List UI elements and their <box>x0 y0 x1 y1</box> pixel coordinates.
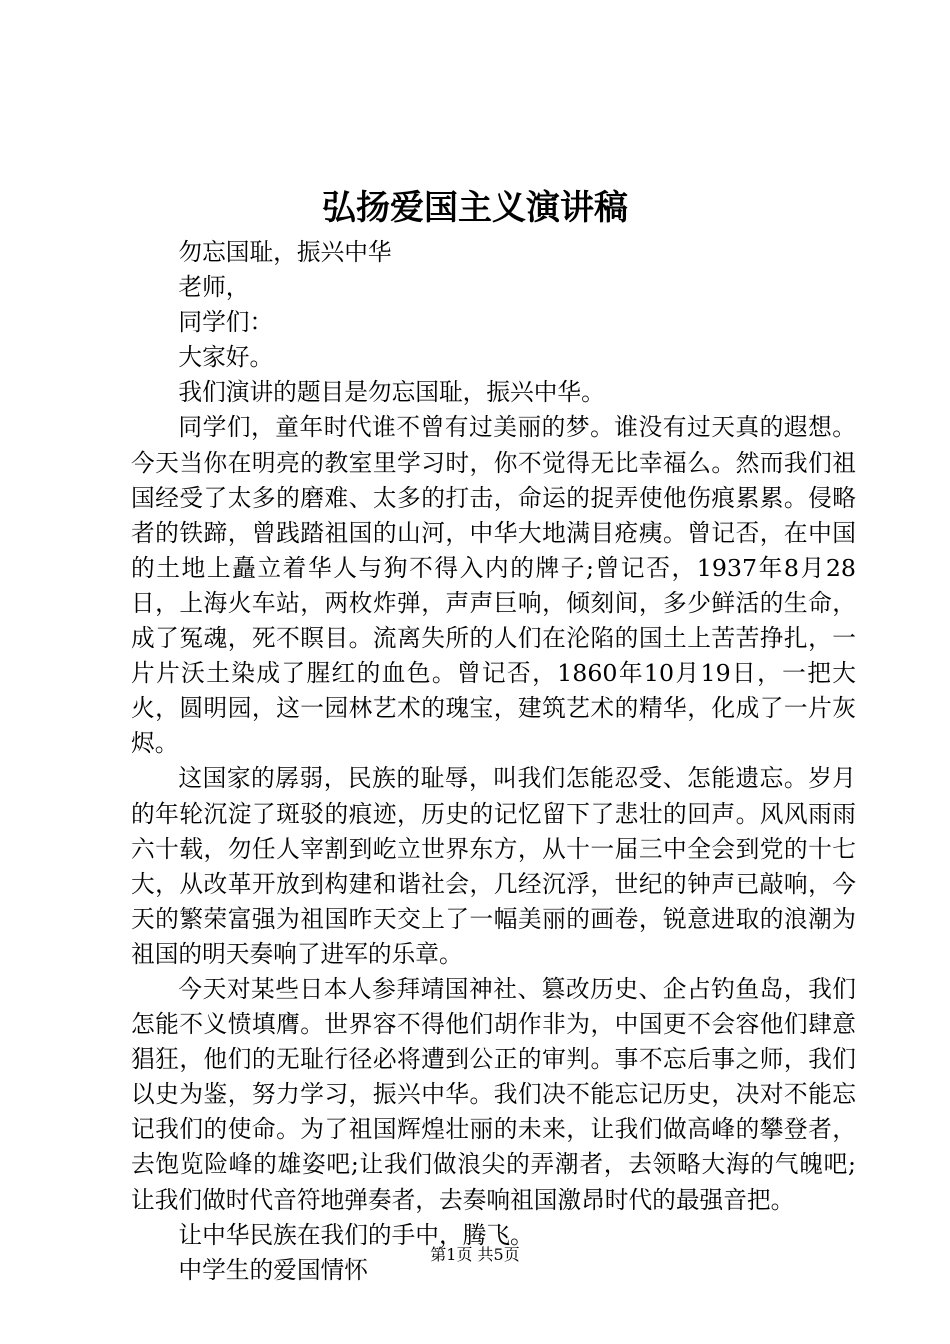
paragraph-salutation-students: 同学们： <box>178 308 274 337</box>
paragraph-development: 这国家的孱弱，民族的耻辱，叫我们怎能忍受、怎能遗忘。岁月的年轮沉淀了斑驳的痕迹，历史的记忆留下了悲壮的回声。风风雨雨六十载，勿任人宰割到屹立世界东方，从十一届三中全会到党的十七大，从改革开放到构建和谐社会，几经沉浮，世纪的钟声已敲响，今天的繁荣富强为祖国昨天交上了一幅美丽的画卷，锐意进取的浪潮为祖国的明天奏响了进军的乐章。 <box>131 764 856 968</box>
paragraph-salutation-teachers: 老师， <box>178 273 250 302</box>
paragraph-subtitle: 勿忘国耻，振兴中华 <box>178 238 392 266</box>
paragraph-closing: 让中华民族在我们的手中，腾飞。 <box>178 1220 534 1249</box>
paragraph-call-to-action: 今天对某些日本人参拜靖国神社、篡改历史、企占钓鱼岛，我们怎能不义愤填膺。世界容不得他们胡作非为，中国更不会容他们肆意猖狂，他们的无耻行径必将遭到公正的审判。事不忘后事之师，我们以史为鉴，努力学习，振兴中华。我们决不能忘记历史，决对不能忘记我们的使命。为了祖国辉煌壮丽的未来，让我们做高峰的攀登者，去饱览险峰的雄姿吧;让我们做浪尖的弄潮者，去领略大海的气魄吧;让我们做时代音符地弹奏者，去奏响祖国激昂时代的最强音把。 <box>131 974 856 1214</box>
paragraph-greeting: 大家好。 <box>178 343 274 372</box>
paragraph-topic: 我们演讲的题目是勿忘国耻，振兴中华。 <box>178 378 605 407</box>
paragraph-history: 同学们，童年时代谁不曾有过美丽的梦。谁没有过天真的遐想。今天当你在明亮的教室里学习时，你不觉得无比幸福么。然而我们祖国经受了太多的磨难、太多的打击，命运的捉弄使他伤痕累累。侵略者的铁蹄，曾践踏祖国的山河，中华大地满目疮痍。曾记否，在中国的土地上矗立着华人与狗不得入内的牌子;曾记否，1937年8月28日，上海火车站，两枚炸弹，声声巨响，倾刻间，多少鲜活的生命，成了冤魂，死不瞑目。流离失所的人们在沦陷的国土上苦苦挣扎，一片片沃土染成了腥红的血色。曾记否，1860年10月19日，一把大火，圆明园，这一园林艺术的瑰宝，建筑艺术的精华，化成了一片灰烬。 <box>131 413 856 758</box>
page-footer: 第1页 共5页 <box>430 1245 520 1264</box>
document-body <box>131 235 856 1288</box>
paragraph-next-heading: 中学生的爱国情怀 <box>178 1255 368 1284</box>
document-title: 弘扬爱国主义演讲稿 <box>322 188 628 228</box>
